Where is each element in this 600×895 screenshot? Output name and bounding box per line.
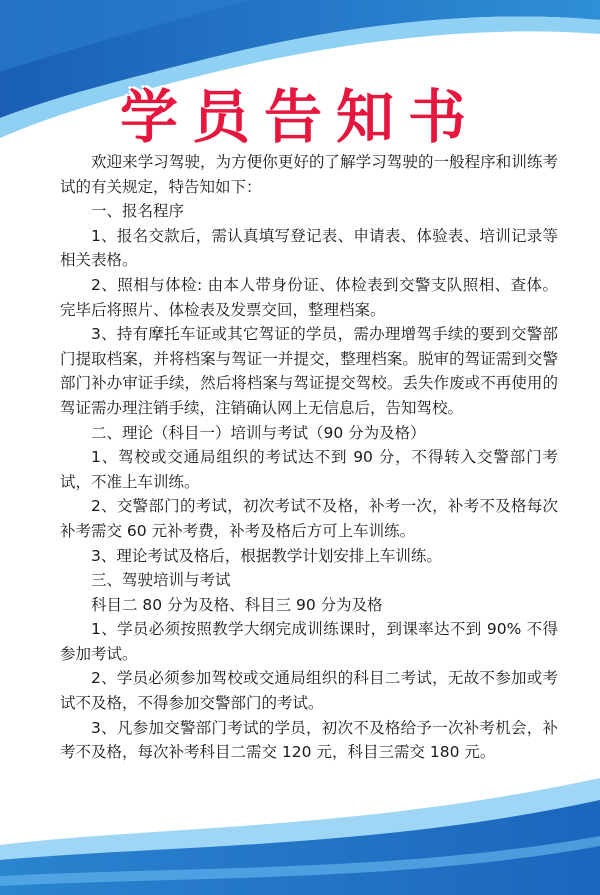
paragraph: 1、报名交款后，需认真填写登记表、申请表、体验表、培训记录等相关表格。 bbox=[60, 226, 558, 270]
page-title: 学员告知书 bbox=[119, 83, 480, 151]
paragraph-intro: 欢迎来学习驾驶，为方便你更好的了解学习驾驶的一般程序和训练考试的有关规定，特告知如下： bbox=[60, 153, 558, 196]
section-heading-1: 一、报名程序 bbox=[91, 202, 185, 221]
section-heading-3: 三、驾驶培训与考试 bbox=[91, 571, 231, 590]
paragraph: 1、驾校或交通局组织的考试达不到 90 分，不得转入交警部门考试，不准上车训练。 bbox=[60, 448, 558, 491]
paragraph: 3、持有摩托车证或其它驾证的学员，需办理增驾手续的要到交警部门提取档案，并将档案与驾证一并提交，整理档案。脱审的驾证需到交警部门补办审证手续，然后将档案与驾证提交驾校。丢失作废或不再使用的驾证需办理注销手续，注销确认网上无信息后，告知驾校。 bbox=[60, 325, 558, 417]
paragraph: 1、学员必须按照教学大纲完成训练课时，到课率达不到 90% 不得参加考试。 bbox=[60, 620, 558, 663]
notice-body bbox=[60, 150, 558, 765]
paragraph: 2、照相与体检: 由本人带身份证、体检表到交警支队照相、查体。完毕后将照片、体检表及发票交回，整理档案。 bbox=[60, 275, 558, 319]
paragraph: 3、凡参加交警部门考试的学员，初次不及格给予一次补考机会，补考不及格，每次补考科目二需交 120 元，科目三需交 180 元。 bbox=[60, 718, 558, 762]
paragraph: 2、学员必须参加驾校或交通局组织的科目二考试，无故不参加或考试不及格，不得参加交警部门的考试。 bbox=[60, 669, 558, 713]
paragraph: 2、交警部门的考试，初次考试不及格，补考一次，补考不及格每次补考需交 60 元补考费，补考及格后方可上车训练。 bbox=[60, 497, 558, 540]
paragraph: 科目二 80 分为及格、科目三 90 分为及格 bbox=[91, 595, 383, 614]
paragraph: 3、理论考试及格后，根据教学计划安排上车训练。 bbox=[91, 546, 442, 565]
section-heading-2: 二、理论（科目一）培训与考试（90 分为及格） bbox=[91, 423, 426, 442]
